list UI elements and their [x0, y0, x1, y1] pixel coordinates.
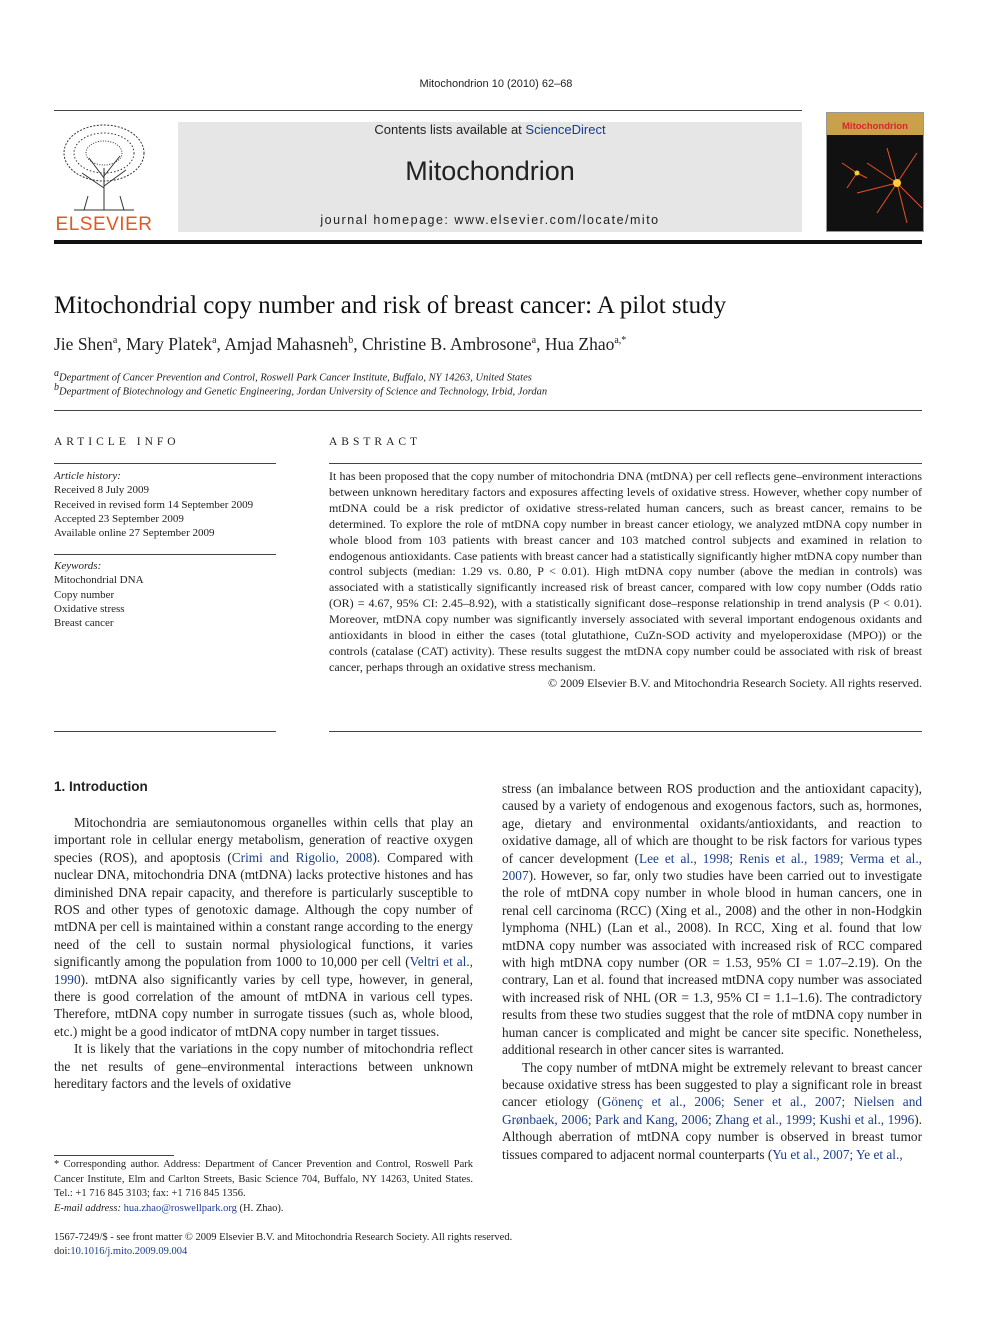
keywords: [54, 559, 284, 630]
rule: [54, 554, 276, 555]
rule: [329, 463, 922, 464]
abstract-copyright: © 2009 Elsevier B.V. and Mitochondria Research Society. All rights reserved.: [547, 675, 922, 690]
journal-cover[interactable]: [826, 112, 924, 232]
author-aff-mark: b: [348, 335, 354, 347]
author-aff-mark: a: [531, 335, 537, 347]
email-link[interactable]: hua.zhao@roswellpark.org: [123, 1202, 237, 1214]
paragraph: [502, 780, 922, 1059]
paragraph: It is likely that the variations in the copy number of mitochondria reflect the net results of gene–environmental interactions between unknown hereditary factors and the levels of oxidative: [54, 1041, 473, 1092]
citation-link[interactable]: Lee et al., 1998; Renis et al., 1989; Verma et al., 2007: [502, 850, 922, 884]
rule: [329, 731, 922, 732]
abstract-text: It has been proposed that the copy number of mitochondria DNA (mtDNA) per cell reflects gene–environment interactions between unknown hereditary factors and exposures affecting levels of oxidative stress. However, whether copy number of mtDNA could be a risk predictor of oxidative stress-related human cancers, such as breast cancer, remains to be determined. To explore the role of mtDNA copy number in breast cancer etiology, we analyzed mtDNA copy number in whole blood from 103 patients with breast cancer and 103 matched control subjects and examined in relation to endogenous antioxidants. Case patients with breast cancer had a statistically significantly higher mtDNA copy number than control subjects (median: 1.29 vs. 0.80, P < 0.01). High mtDNA copy number (above the median in controls) was associated with a statistically significantly increased risk of breast cancer, compared with low copy number (Odds ratio (OR) = 4.67, 95% CI: 2.45–8.92), with a statistically significant dose–response relationship in trend analysis (P < 0.01). Moreover, mtDNA copy number was significantly inversely associated with several important endogenous oxidants and antioxidants in blood in either the cases (total glutathione, CuZn-SOD activity and myeloperoxidase (MPO)) or the controls (catalase (CAT) activity). These results suggest the mtDNA copy number could be associated with risk of breast cancer, perhaps through an oxidative stress mechanism.: [329, 469, 922, 674]
rule: [54, 731, 276, 732]
author-aff-mark: a: [112, 335, 118, 347]
header-rule-bottom: [54, 240, 922, 244]
rule: [54, 463, 276, 464]
text-run: ). Although aberration of mtDNA copy number is observed in breast tumor tissues compared to adjacent normal counterparts (: [502, 1111, 922, 1162]
text-run: ). Compared with nuclear DNA, mitochondria DNA (mtDNA) lacks protective histones and has diminished DNA repair capacity, and therefore is particularly susceptible to ROS and other types of genotoxic damage. Although the copy number of mtDNA per cell is maintained within a constant range according to the energy need of the cell to sustain normal physiological functions, it varies significantly among the population from 1000 to 10,000 per cell (: [54, 849, 473, 970]
contents-prefix: Contents lists available at: [374, 122, 526, 137]
footnote-text: * Corresponding author. Address: Department of Cancer Prevention and Control, Roswell Park Cancer Institute, Elm and Carlton Streets, Basic Science 704, Buffalo, NY 14263, United States. Tel.: +1 716 845 3103; fax: +1 716 845 1356.: [54, 1159, 473, 1199]
text-run: stress (an imbalance between ROS production and the antioxidant capacity), caused by a variety of endogenous and exogenous factors, such as, hormones, age, dietary and environmental oxidants/antioxidants, and reaction to oxidative damage, all of which are thought to be risk factors for various types of cancer development (: [502, 781, 922, 866]
history-item: Available online 27 September 2009: [54, 527, 215, 540]
article-history: [54, 469, 284, 540]
author-name[interactable]: Hua Zhao: [544, 334, 615, 354]
author-name[interactable]: Amjad Mahasneh: [224, 334, 349, 354]
text-run: Mitochondria are semiautonomous organelles within cells that play an important role in cellular energy metabolism, generation of reactive oxygen species (ROS), and apoptosis (: [54, 815, 473, 865]
citation-link[interactable]: Yu et al., 2007; Ye et al.,: [772, 1146, 903, 1162]
history-item: Accepted 23 September 2009: [54, 512, 184, 525]
history-item: Received 8 July 2009: [54, 484, 150, 497]
keywords-label: Keywords:: [54, 560, 102, 572]
text-run: ). However, so far, only two studies have been carried out to investigate the role of mtDNA copy number in whole blood in human cancers, one in renal cell carcinoma (RCC) (Xing et al., 2008) and the other in non-Hodgkin lymphoma (NHL) (Lan et al., 2008). In RCC, Xing et al. found that low mtDNA copy number was associated with increased risk of RCC compared with high mtDNA copy number (OR = 1.53, 95% CI = 1.07–2.19). On the contrary, Lan et al. found that increased mtDNA copy number was associated with increased risk of NHL (OR = 1.3, 95% CI = 1.1–1.6). The contradictory results from these two studies suggest that the role of mtDNA copy number in human cancer is complicated and might be cancer site specific. Nonetheless, additional research in other cancer sites is warranted.: [502, 868, 922, 1058]
paper-title: Mitochondrial copy number and risk of breast cancer: A pilot study: [54, 292, 727, 319]
abstract-heading: ABSTRACT: [329, 436, 422, 448]
elsevier-logo[interactable]: [54, 118, 154, 238]
author-name[interactable]: Jie Shen: [54, 334, 113, 354]
footnote-rule: [54, 1155, 174, 1156]
text-run: The copy number of mtDNA might be extremely relevant to breast cancer because oxidative stress has been suggested to play a significant role in breast cancer etiology (: [502, 1059, 922, 1110]
author-name[interactable]: Mary Platek: [126, 334, 213, 354]
body-column-left: [54, 814, 473, 1093]
citation-link[interactable]: Crimi and Rigolio, 2008: [231, 849, 373, 865]
email-label: E-mail address:: [54, 1202, 124, 1214]
affiliation-text: Department of Cancer Prevention and Control, Roswell Park Cancer Institute, Buffalo, NY 14263, United States: [59, 372, 532, 384]
citation-link[interactable]: Gönenç et al., 2006; Sener et al., 2007; Nielsen and Grønbaek, 2006; Park and Kang, 2006; Zhang et al., 1999; Kushi et al., 1996: [502, 1094, 922, 1127]
paragraph: [502, 1059, 922, 1163]
author-name[interactable]: Christine B. Ambrosone: [362, 334, 532, 354]
section-heading: 1. Introduction: [54, 779, 148, 794]
affiliation-mark: a: [54, 368, 59, 379]
doi-link[interactable]: 10.1016/j.mito.2009.09.004: [70, 1246, 188, 1257]
keyword: Copy number: [54, 588, 115, 601]
keyword: Mitochondrial DNA: [54, 574, 144, 587]
cover-title: Mitochondrion: [842, 121, 908, 132]
body-column-right: [502, 780, 922, 1163]
journal-homepage[interactable]: journal homepage: www.elsevier.com/locate/mito: [320, 213, 660, 227]
tree-icon: [54, 118, 154, 214]
history-label: Article history:: [54, 470, 121, 482]
sciencedirect-link[interactable]: ScienceDirect: [525, 122, 606, 137]
contents-line: [178, 122, 802, 137]
journal-title: Mitochondrion: [405, 156, 575, 186]
footnote: [54, 1158, 473, 1216]
text-run: ). mtDNA also significantly varies by cell type, however, in general, there is good correlation of the amount of mtDNA in various cell types. Therefore, mtDNA copy number in surrogate tissues (such as, whole blood, etc.) might be a good indicator of mtDNA copy number in target tissues.: [54, 971, 473, 1039]
keyword: Breast cancer: [54, 617, 114, 630]
affiliation-mark: b: [54, 382, 59, 393]
affiliation-rule: [54, 410, 922, 411]
page-footer: [54, 1231, 512, 1259]
history-item: Received in revised form 14 September 2009: [54, 498, 254, 511]
author-aff-mark: a,*: [614, 335, 627, 347]
footer-line: 1567-7249/$ - see front matter © 2009 Elsevier B.V. and Mitochondria Research Society. All rights reserved.: [54, 1232, 513, 1243]
keyword: Oxidative stress: [54, 602, 125, 615]
citation-link[interactable]: Veltri et al., 1990: [54, 954, 474, 987]
article-info-heading: ARTICLE INFO: [54, 436, 180, 448]
doi-label: doi:: [54, 1246, 71, 1257]
abstract: [329, 469, 922, 692]
paragraph: [54, 814, 473, 1040]
journal-reference: Mitochondrion 10 (2010) 62–68: [419, 78, 573, 90]
email-suffix: (H. Zhao).: [236, 1202, 284, 1214]
header-rule-top: [54, 110, 802, 111]
author-list: Jie Shen$^a$, Mary Platek$^a$, Amjad Mahasneh$^b$, Christine B. Ambrosone$^a$, Hua Zhao$^{a,*}$: [54, 334, 627, 354]
elsevier-wordmark: ELSEVIER: [55, 214, 153, 235]
affiliation: [54, 382, 547, 398]
affiliation-text: Department of Biotechnology and Genetic Engineering, Jordan University of Science and Technology, Irbid, Jordan: [59, 386, 548, 398]
author-aff-mark: a: [212, 335, 217, 347]
